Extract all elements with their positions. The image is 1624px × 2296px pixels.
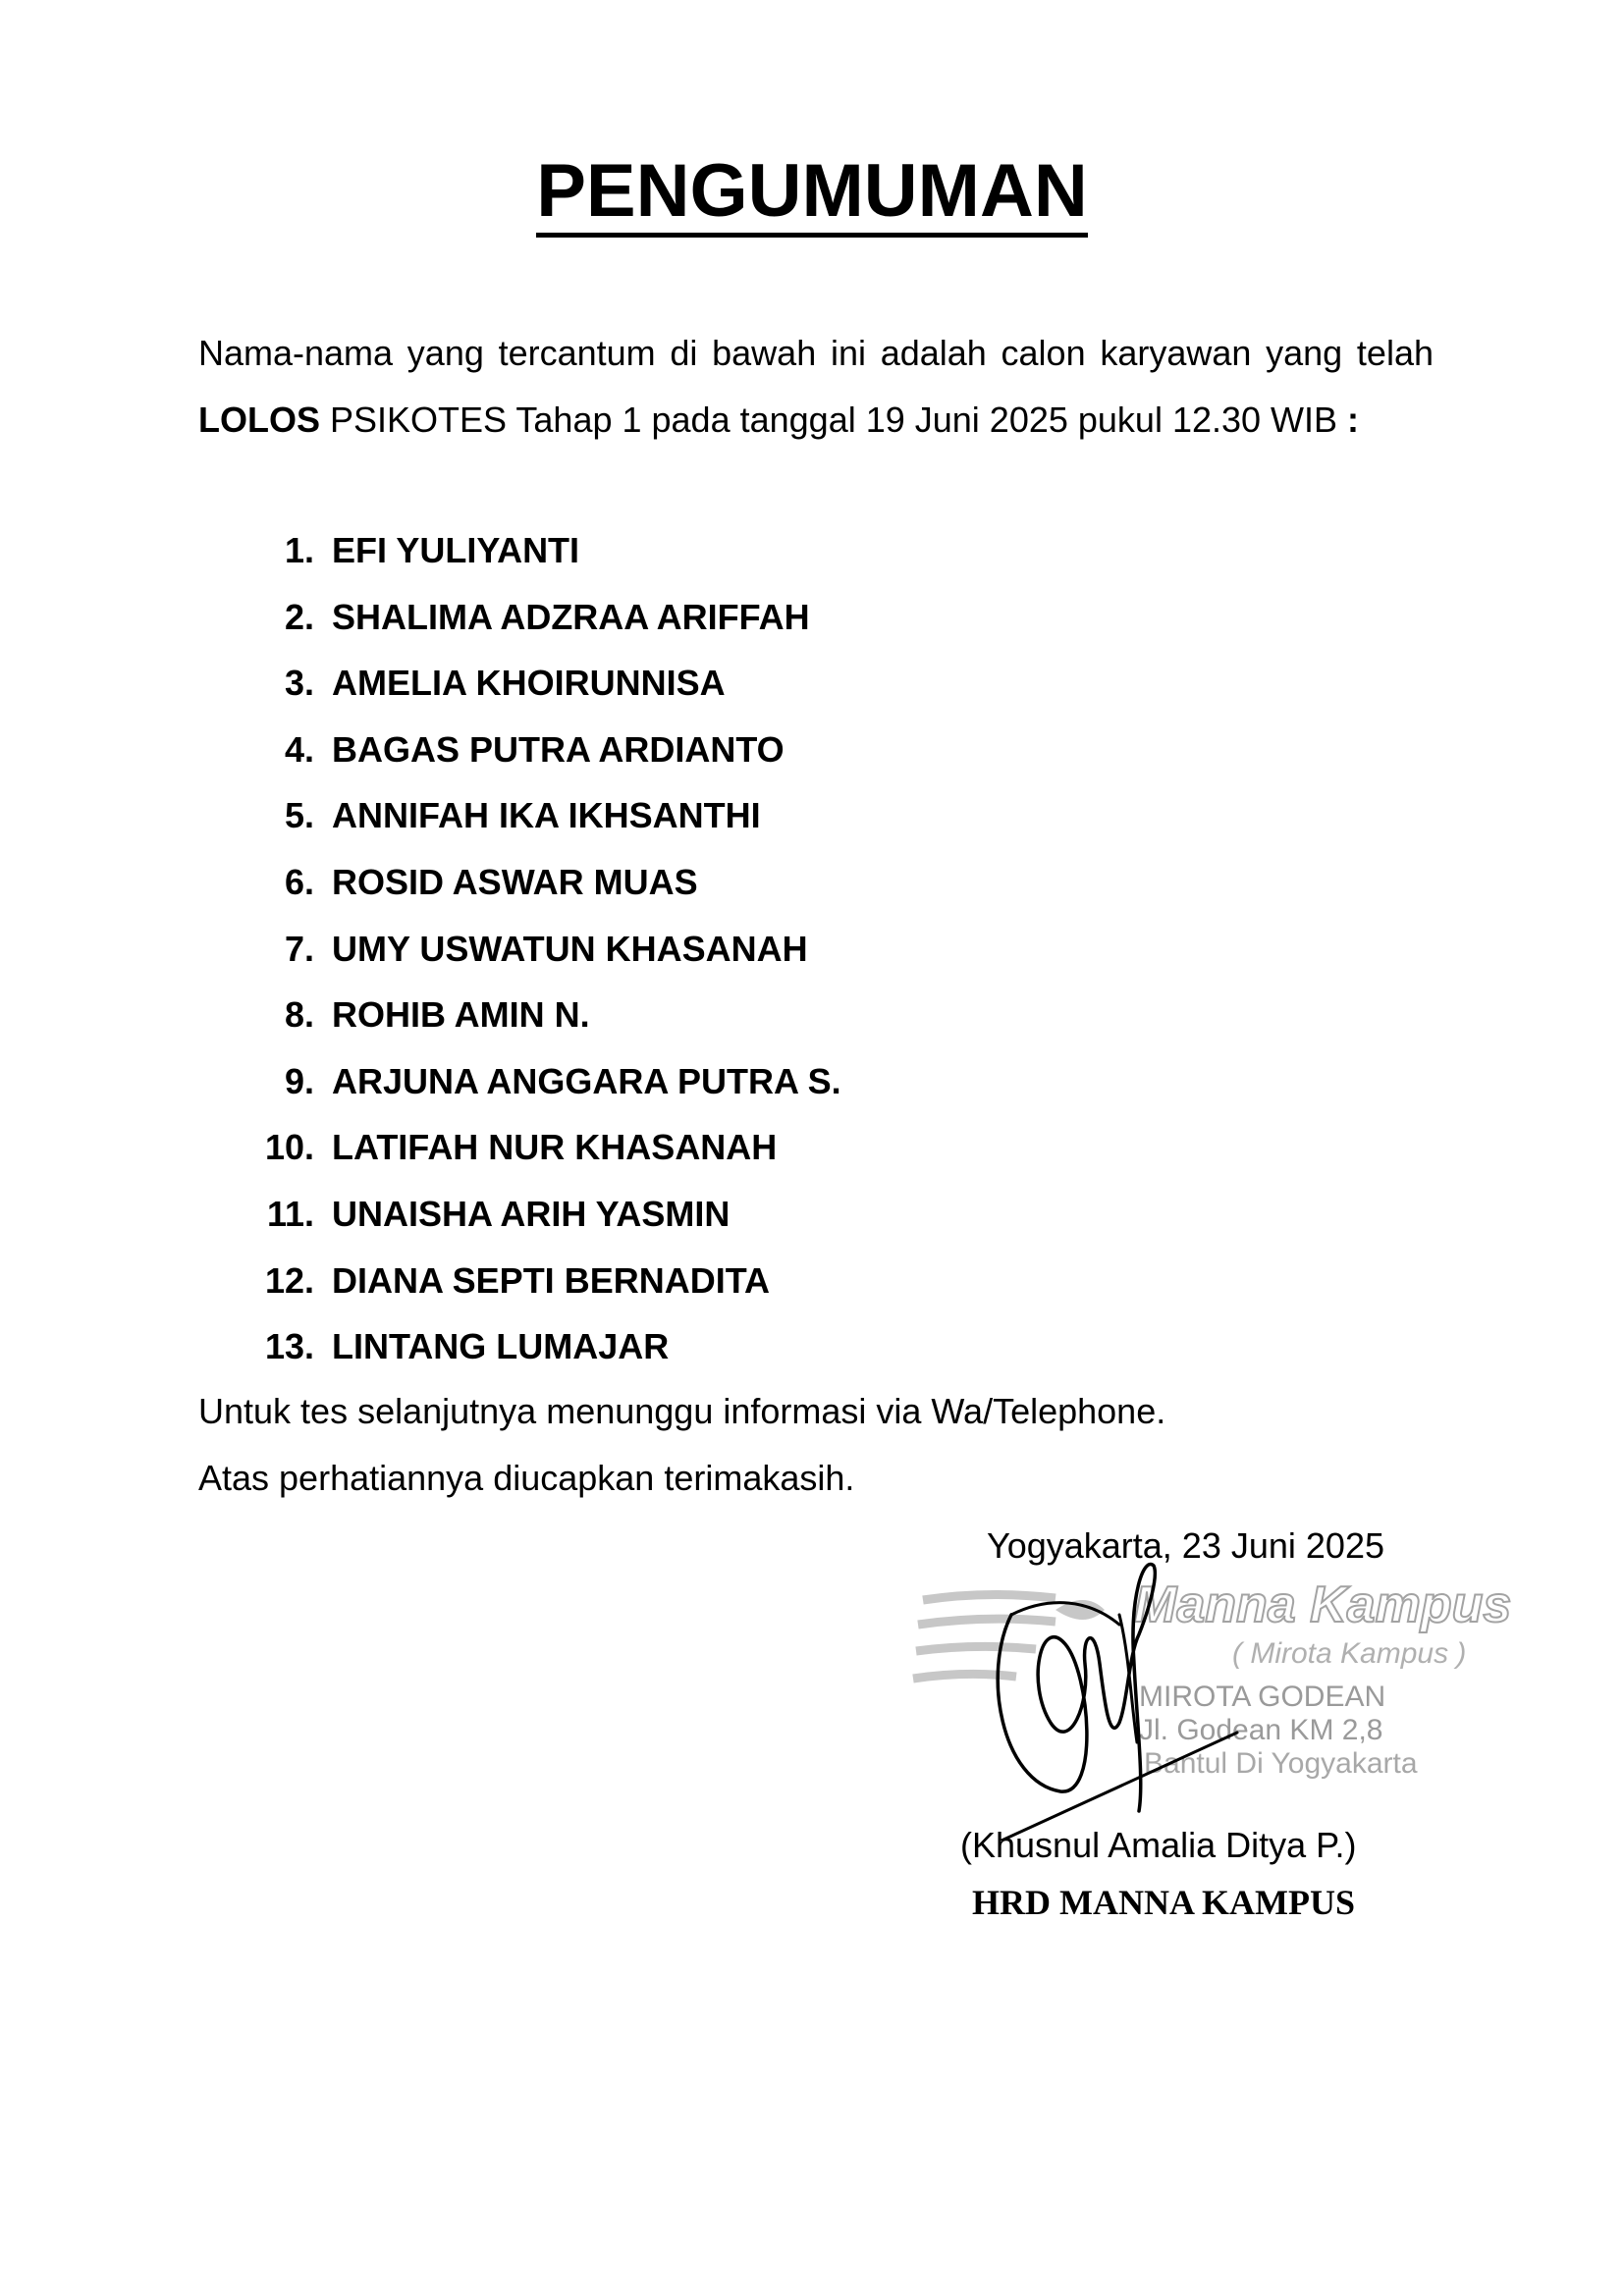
list-item [196,916,1178,983]
list-item-number: 3. [284,663,314,704]
intro-bold-lolos: LOLOS [198,400,320,440]
intro-text-part1: Nama-nama yang tercantum di bawah ini adalah calon karyawan yang telah [198,333,1434,373]
list-item-number: 13. [264,1326,314,1367]
list-item-name: BAGAS PUTRA ARDIANTO [332,728,785,770]
list-item-name: DIANA SEPTI BERNADITA [332,1259,771,1301]
stamp-line2: Jl. Godean KM 2,8 [1139,1714,1383,1746]
list-item [196,849,1178,916]
intro-text-part2: PSIKOTES Tahap 1 pada tanggal 19 Juni 2025 pukul 12.30 WIB [320,400,1348,440]
list-item-name: UNAISHA ARIH YASMIN [332,1193,731,1234]
place-date: Yogyakarta, 23 Juni 2025 [987,1525,1384,1566]
list-item-name: EFI YULIYANTI [332,530,580,570]
list-item-number: 10. [264,1127,314,1168]
page-title [0,147,1624,236]
list-item-name: LATIFAH NUR KHASANAH [332,1127,778,1168]
list-item-number: 9. [284,1060,314,1101]
list-item-number: 8. [284,994,314,1036]
list-item-number: 2. [284,596,314,637]
title-text: PENGUMUMAN [536,149,1088,238]
handwritten-signature [972,1556,1247,1841]
list-item-number: 7. [284,928,314,969]
list-item [196,782,1178,849]
list-item [196,517,1178,584]
list-item-number: 11. [266,1193,314,1234]
closing-note-followup: Untuk tes selanjutnya menunggu informasi via Wa/Telephone. [198,1391,1166,1431]
list-item-number: 12. [264,1259,314,1301]
list-item-number: 5. [284,795,314,836]
stamp-line1: MIROTA GODEAN [1139,1681,1386,1713]
list-item-name: AMELIA KHOIRUNNISA [332,663,726,704]
list-item-number: 4. [284,728,314,770]
signer-title: HRD MANNA KAMPUS [972,1883,1355,1922]
list-item-name: SHALIMA ADZRAA ARIFFAH [332,596,810,637]
list-item-name: ARJUNA ANGGARA PUTRA S. [332,1060,841,1101]
list-item [196,584,1178,651]
list-item-name: UMY USWATUN KHASANAH [332,928,808,969]
stamp-brand: Manna Kampus [1134,1576,1512,1633]
list-item [196,1048,1178,1115]
intro-colon: : [1347,400,1360,440]
list-item [196,650,1178,717]
list-item-number: 6. [284,861,314,902]
closing-note-thanks: Atas perhatiannya diucapkan terimakasih. [198,1458,855,1498]
list-item-name: LINTANG LUMAJAR [332,1326,670,1367]
intro-paragraph [198,320,1434,454]
list-item-number: 1. [284,530,314,570]
signer-name: (Khusnul Amalia Ditya P.) [960,1825,1357,1865]
stamp-line3: Bantul Di Yogyakarta [1144,1747,1418,1780]
list-item-name: ROSID ASWAR MUAS [332,861,698,902]
list-item [196,1181,1178,1248]
list-item [196,1114,1178,1181]
list-item [196,717,1178,783]
list-item [196,1313,1178,1380]
candidate-list [196,517,1178,1380]
list-item-name: ROHIB AMIN N. [332,994,590,1036]
stamp-sub-brand: ( Mirota Kampus ) [1232,1637,1467,1670]
list-item-name: ANNIFAH IKA IKHSANTHI [332,795,761,836]
list-item [196,982,1178,1048]
list-item [196,1248,1178,1314]
